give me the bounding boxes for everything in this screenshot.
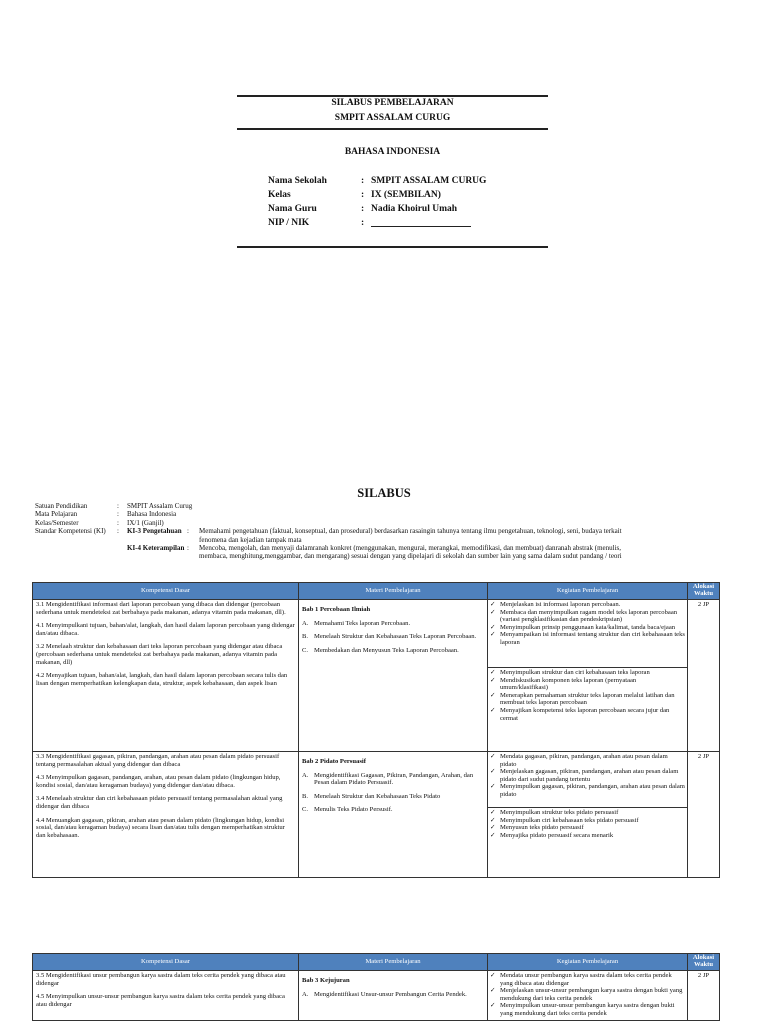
kd-text: 4.1 Menyimpulkani tujuan, bahan/alat, langkah, dan hasil dalam laporan percobaan yang didengar dan/atau dibaca. xyxy=(36,622,295,637)
header-kompetensi-dasar: Kompetensi Dasar xyxy=(33,583,299,600)
ki-label: KI-4 Keterampilan xyxy=(127,544,185,553)
materi-text: Menelaah Struktur dan Kebahasaan Teks Pidato xyxy=(314,792,441,800)
materi-item xyxy=(302,772,484,787)
kegiatan-text: Mendata unsur pembangun karya sastra dalam teks cerita pendek yang dibaca atau didengar xyxy=(500,972,672,987)
check-icon: ✓ xyxy=(490,831,496,839)
ki-row xyxy=(127,544,635,561)
materi-text: Mengidentifikasi Gagasan, Pikiran, Pandangan, Arahan, dan Pesan dalam Pidato Persuasif. xyxy=(314,771,474,787)
info-sep: : xyxy=(361,176,365,186)
materi-item xyxy=(302,633,484,641)
check-icon: ✓ xyxy=(490,706,496,714)
kd-text: 4.5 Menyimpulkan unsur-unsur pembangun karya sastra dalam teks cerita pendek yang dibaca atau didengar xyxy=(36,993,285,1008)
kegiatan-text: Menyimpulkan struktur dan ciri kebahasaan teks laporan xyxy=(500,669,650,676)
header-kegiatan: Kegiatan Pembelajaran xyxy=(488,954,688,971)
ki-label: KI-3 Pengetahuan xyxy=(127,527,182,536)
cover-mid-rule xyxy=(237,128,548,130)
materi-title: Bab 3 Kejujuran xyxy=(302,977,350,984)
kegiatan-item xyxy=(490,832,685,840)
kd-text: 3.2 Menelaah struktur dan kebahasaan dari teks laporan percobaan yang didengar atau dibaca (percobaan sederhana untuk mendeteksi zat berbahaya pada makanan, adanya vitamin pada makanan, dll) xyxy=(36,643,283,666)
check-icon: ✓ xyxy=(490,987,496,995)
kegiatan-block xyxy=(488,667,687,724)
materi-text: Memahami Teks laporan Percobaan. xyxy=(314,619,411,627)
header-materi: Materi Pembelajaran xyxy=(299,954,488,971)
info-label: Kelas xyxy=(268,190,291,200)
check-icon: ✓ xyxy=(490,1002,496,1010)
kegiatan-item xyxy=(490,631,685,646)
kd-text: 4.4 Menuangkan gagasan, pikiran, arahan atau pesan dalam pidato (lingkungan hidup, kondisi sosial, dan/atau keragaman budaya) secara lisan dan/atau tulis dengan memperhatikan struktur dan kebahasaan. xyxy=(36,816,285,839)
kegiatan-item xyxy=(490,824,685,832)
check-icon: ✓ xyxy=(490,753,496,760)
meta-row-standar xyxy=(35,527,635,561)
ki-text: Mencoba, mengolah, dan menyaji dalamranah konkret (menggunakan, mengurai, merangkai, memodifikasi, dan membuat) danranah abstrak (menulis, membaca, menghitung,menggambar, dan mengarang) sesuai dengan yang dipelajari di sekolah dan sumber lain yang sama dalam sudut pandang / teori xyxy=(199,544,622,561)
kegiatan-text: Mendata gagasan, pikiran, pandangan, arahan atau pesan dalam pidato xyxy=(500,753,668,768)
info-row-sekolah xyxy=(268,174,486,188)
ki-list xyxy=(127,527,635,561)
materi-num: C. xyxy=(302,646,309,654)
meta-label: Satuan Pendidikan xyxy=(35,502,88,510)
kegiatan-text: Menyusun teks pidato persuasif xyxy=(500,824,584,832)
kegiatan-text: Menyampaikan isi informasi tentang struktur dan ciri kebahasaan teks laporan xyxy=(500,631,685,646)
check-icon: ✓ xyxy=(490,783,496,791)
kegiatan-block xyxy=(488,971,687,1020)
kegiatan-text: Menyimpulkan prinsip penggunaan kata/kalimat, tanda baca/ejaan xyxy=(500,623,676,631)
kd-text: 3.1 Mengidentifikasi informasi dari laporan percobaan yang dibaca dan didengar (percobaan sederhana untuk mendeteksi zat berbahaya pada makanan, adanya vitamin pada makanan, dll). xyxy=(36,601,286,616)
alokasi-cell: 2 JP xyxy=(688,752,720,878)
info-label: NIP / NIK xyxy=(268,218,310,228)
kegiatan-cell xyxy=(488,752,688,878)
materi-num: A. xyxy=(302,771,309,779)
kd-text: 4.2 Menyajikan tujuan, bahan/alat, langkah, dan hasil dalam laporan percobaan secara tulis dan lisan dengan memperhatikan kelengkapan data, struktur, aspek kebahasaan, dan aspek lisan xyxy=(36,672,288,687)
check-icon: ✓ xyxy=(490,631,496,639)
silabus-meta xyxy=(35,502,635,561)
kegiatan-text: Menerapkan pemahaman struktur teks laporan melalui latihan dan membuat teks laporan percobaan xyxy=(500,691,675,707)
kegiatan-text: Menyimpulkan struktur teks pidato persuasif xyxy=(500,809,619,816)
kegiatan-block xyxy=(488,600,687,667)
header-alokasi: Alokasi Waktu xyxy=(688,583,720,600)
check-icon: ✓ xyxy=(490,768,496,776)
materi-cell xyxy=(299,600,488,752)
materi-title: Bab 1 Percobaan Ilmiah xyxy=(302,606,371,613)
kegiatan-item xyxy=(490,972,685,987)
kegiatan-item xyxy=(490,609,685,624)
alokasi-cell: 2 JP xyxy=(688,600,720,752)
materi-num: A. xyxy=(302,619,309,627)
silabus-table-2 xyxy=(32,953,720,1021)
check-icon: ✓ xyxy=(490,824,496,832)
kegiatan-item xyxy=(490,783,685,798)
meta-value: IX/1 (Ganjil) xyxy=(127,518,164,527)
materi-text: Membedakan dan Menyusun Teks Laporan Percobaan. xyxy=(314,646,459,654)
check-icon: ✓ xyxy=(490,691,496,699)
kd-text: 3.5 Mengidentifikasi unsur pembangun karya sastra dalam teks cerita pendek yang dibaca atau didengar xyxy=(36,972,286,987)
check-icon: ✓ xyxy=(490,809,496,816)
kegiatan-text: Menjelaskan gagasan, pikiran, pandangan, arahan atau pesan dalam pidato dari sudut pandang tertentu xyxy=(500,768,679,783)
info-row-guru xyxy=(268,202,486,216)
kegiatan-cell xyxy=(488,600,688,752)
header-kompetensi-dasar: Kompetensi Dasar xyxy=(33,954,299,971)
kd-cell xyxy=(33,752,299,878)
materi-cell xyxy=(299,752,488,878)
cover-bottom-rule xyxy=(237,246,548,248)
table-row xyxy=(33,600,720,752)
check-icon: ✓ xyxy=(490,669,496,676)
meta-label-standar: Standar Kompetensi (KI) xyxy=(35,527,106,536)
kegiatan-item xyxy=(490,987,685,1002)
kegiatan-item xyxy=(490,809,685,817)
meta-sep: : xyxy=(117,502,119,510)
ki-sep: : xyxy=(187,544,189,553)
materi-cell xyxy=(299,971,488,1021)
kd-cell xyxy=(33,971,299,1021)
silabus-table-1 xyxy=(32,582,720,878)
kegiatan-text: Menyimpulkan unsur-unsur pembangun karya sastra dengan bukti yang mendukung dari teks cerita pendek xyxy=(500,1002,675,1017)
kegiatan-text: Membaca dan menyimpulkan ragam model teks laporan percobaan (variasi pengklasifikasian dan pendeskripsian) xyxy=(500,608,678,624)
header-kegiatan: Kegiatan Pembelajaran xyxy=(488,583,688,600)
kegiatan-item xyxy=(490,1002,685,1017)
meta-sep: : xyxy=(117,527,119,536)
kegiatan-cell xyxy=(488,971,688,1021)
meta-value: SMPIT Assalam Curug xyxy=(127,502,193,510)
materi-item xyxy=(302,620,484,628)
materi-item xyxy=(302,793,484,801)
kegiatan-text: Menyajika pidato persuasif secara menarik xyxy=(500,831,614,839)
alokasi-cell: 2 JP xyxy=(688,971,720,1021)
kegiatan-item xyxy=(490,677,685,692)
header-alokasi: Alokasi Waktu xyxy=(688,954,720,971)
info-value: SMPIT ASSALAM CURUG xyxy=(371,176,487,186)
meta-row xyxy=(35,510,635,518)
cover-title-line2: SMPIT ASSALAM CURUG xyxy=(334,113,451,123)
check-icon: ✓ xyxy=(490,972,496,979)
kegiatan-item xyxy=(490,707,685,722)
meta-row xyxy=(35,502,635,510)
info-row-kelas xyxy=(268,188,486,202)
meta-value: Bahasa Indonesia xyxy=(127,510,177,519)
table-row xyxy=(33,971,720,1021)
info-sep: : xyxy=(361,218,365,228)
kegiatan-text: Menyimpulkan ciri kebahasaan teks pidato persuasif xyxy=(500,816,639,824)
materi-num: A. xyxy=(302,990,309,998)
cover-info xyxy=(268,174,486,230)
nip-blank-line xyxy=(371,220,471,227)
kegiatan-item xyxy=(490,624,685,632)
meta-label: Kelas/Semester xyxy=(35,518,79,527)
ki-sep: : xyxy=(187,527,189,536)
kegiatan-item xyxy=(490,601,685,609)
header-materi: Materi Pembelajaran xyxy=(299,583,488,600)
ki-row xyxy=(127,527,635,544)
kegiatan-text: Menyimpulkan gagasan, pikiran, pandangan, arahan atau pesan dalam pidato xyxy=(500,783,685,798)
meta-sep: : xyxy=(117,518,119,527)
kegiatan-item xyxy=(490,669,685,677)
ki-text: Memahami pengetahuan (faktual, konseptual, dan prosedural) berdasarkan rasaingin tahunya tentang ilmu pengetahuan, teknologi, seni, budaya terkait fenomena dan kejadian tampak mata xyxy=(199,527,622,544)
info-row-nip xyxy=(268,216,486,230)
kd-text: 4.3 Menyimpulkan gagasan, pandangan, arahan, atau pesan dalam pidato (lingkungan hidup, kondisi sosial, dan/atau keragaman budaya) yang didengar dan/atau dibaca. xyxy=(36,774,281,789)
materi-num: C. xyxy=(302,806,309,814)
meta-row xyxy=(35,519,635,527)
kegiatan-block xyxy=(488,752,687,807)
kegiatan-block xyxy=(488,807,687,841)
kegiatan-item xyxy=(490,692,685,707)
info-sep: : xyxy=(361,204,365,214)
kegiatan-text: Mendiskusikan komponen teks laporan (pernyataan umum/klasifikasi) xyxy=(500,676,637,692)
check-icon: ✓ xyxy=(490,816,496,824)
kegiatan-text: Menyajikan kompetensi teks laporan percobaan secara jujur dan cermat xyxy=(500,706,670,722)
meta-label: Mata Pelajaran xyxy=(35,510,78,519)
materi-text: Menulis Teks Pidato Persusif. xyxy=(314,806,393,814)
info-label: Nama Guru xyxy=(268,204,317,214)
info-value: Nadia Khoirul Umah xyxy=(371,204,458,214)
kegiatan-item xyxy=(490,817,685,825)
info-value: IX (SEMBILAN) xyxy=(371,190,441,200)
cover-title-line1: SILABUS PEMBELAJARAN xyxy=(331,98,454,108)
kegiatan-text: Menjelaskan unsur-unsur pembangun karya sastra dengan bukti yang mendukung dari teks cerita pendek xyxy=(500,987,683,1002)
table-header-row xyxy=(33,583,720,600)
kd-cell xyxy=(33,600,299,752)
materi-num: B. xyxy=(302,792,309,800)
info-label: Nama Sekolah xyxy=(268,176,327,186)
table-header-row xyxy=(33,954,720,971)
materi-text: Mengidentifikasi Unsur-unsur Pembangun Cerita Pendek. xyxy=(314,990,467,998)
info-sep: : xyxy=(361,190,365,200)
check-icon: ✓ xyxy=(490,623,496,631)
materi-item xyxy=(302,647,484,655)
materi-item xyxy=(302,991,484,999)
kd-text: 3.4 Menelaah struktur dan ciri kebahasaan pidato persuasif tentang permasalahan aktual yang didengar dan dibaca xyxy=(36,795,283,810)
kd-text: 3.3 Mengidentifikasi gagasan, pikiran, pandangan, arahan atau pesan dalam pidato persuasif tentang permasalahan aktual yang didengar dan dibaca xyxy=(36,753,280,768)
check-icon: ✓ xyxy=(490,676,496,684)
cover-subject: BAHASA INDONESIA xyxy=(344,147,441,157)
meta-sep: : xyxy=(117,510,119,519)
check-icon: ✓ xyxy=(490,608,496,616)
silabus-title: SILABUS xyxy=(357,486,411,500)
materi-num: B. xyxy=(302,633,309,641)
kegiatan-item xyxy=(490,753,685,768)
kegiatan-item xyxy=(490,768,685,783)
materi-item xyxy=(302,806,484,814)
kegiatan-text: Menjelaskan isi informasi laporan percobaan. xyxy=(500,601,621,608)
materi-text: Menelaah Struktur dan Kebahasaan Teks Laporan Percobaan. xyxy=(314,633,477,641)
materi-title: Bab 2 Pidato Persuasif xyxy=(302,758,366,765)
check-icon: ✓ xyxy=(490,601,496,608)
table-row xyxy=(33,752,720,878)
cover-top-rule xyxy=(237,95,548,97)
